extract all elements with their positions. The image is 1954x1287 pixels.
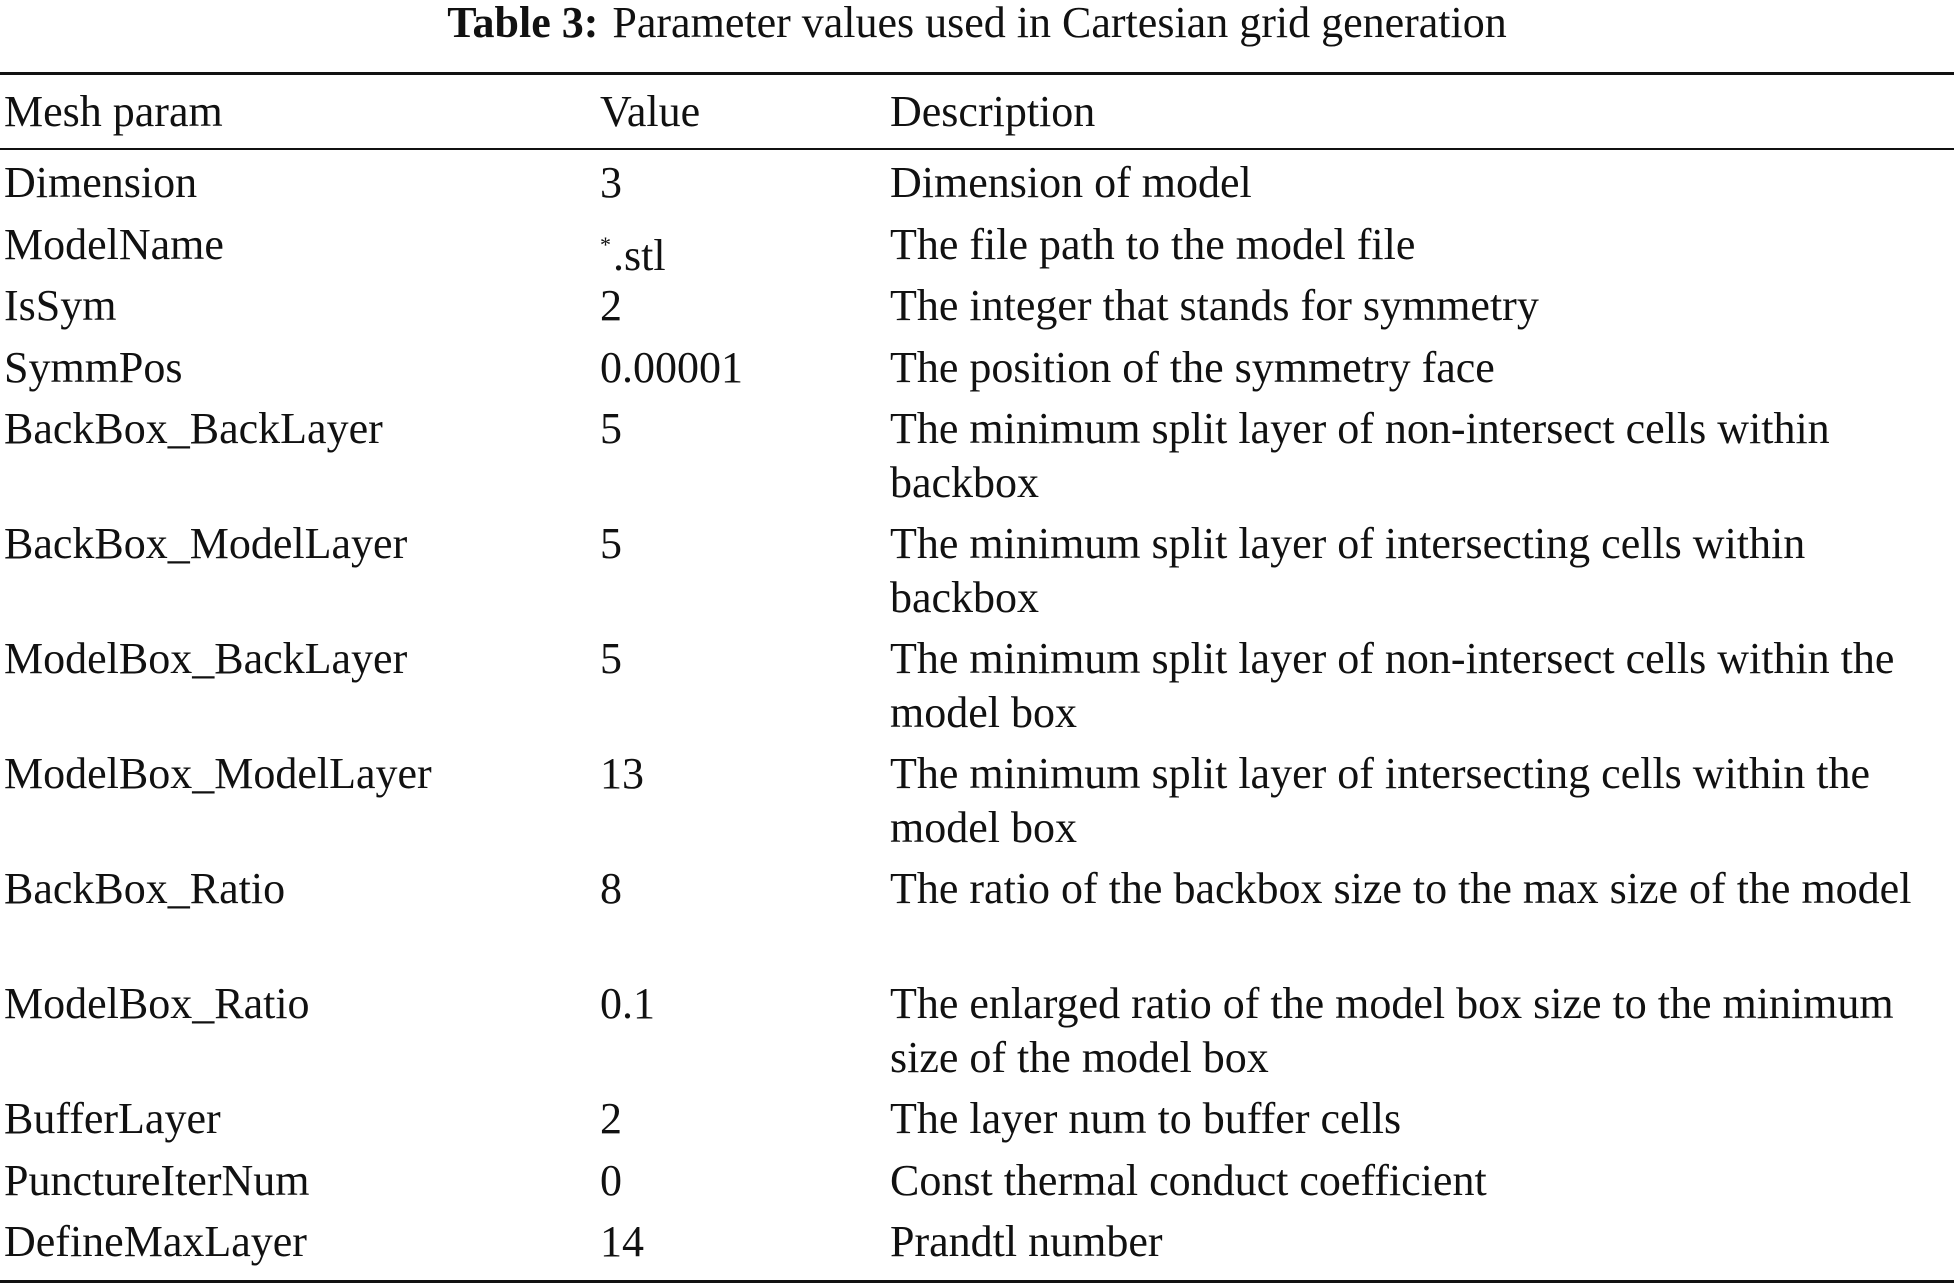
cell-value: 5 bbox=[600, 634, 622, 683]
cell-value: 13 bbox=[600, 749, 644, 798]
cell-description: The enlarged ratio of the model box size to the minimum size of the model box bbox=[890, 979, 1894, 1082]
column-header-description: Description bbox=[890, 87, 1096, 136]
cell-description: The minimum split layer of non-intersect cells within the model box bbox=[890, 634, 1895, 737]
cell-value-text: .stl bbox=[613, 230, 666, 280]
table-row bbox=[0, 279, 1954, 341]
cell-value: 5 bbox=[600, 519, 622, 568]
cell-param: ModelBox_Ratio bbox=[4, 979, 310, 1028]
cell-description: The minimum split layer of non-intersect cells within backbox bbox=[890, 404, 1830, 507]
cell-description: Dimension of model bbox=[890, 158, 1252, 207]
cell-description: Prandtl number bbox=[890, 1217, 1163, 1266]
cell-value: 0.1 bbox=[600, 979, 655, 1028]
table-row bbox=[0, 1154, 1954, 1216]
cell-value: 0 bbox=[600, 1155, 622, 1205]
wildcard-asterisk: * bbox=[600, 231, 611, 257]
table-body bbox=[0, 156, 1954, 1277]
table-row bbox=[0, 517, 1954, 632]
cell-param: ModelBox_BackLayer bbox=[4, 634, 408, 683]
cell-value bbox=[600, 218, 666, 283]
cell-description: The minimum split layer of intersecting cells within the model box bbox=[890, 749, 1871, 852]
cell-param: Dimension bbox=[4, 158, 198, 207]
table-row bbox=[0, 862, 1954, 977]
cell-param: PunctureIterNum bbox=[4, 1155, 310, 1205]
cell-param: BackBox_BackLayer bbox=[4, 404, 383, 453]
table-header bbox=[0, 84, 1954, 140]
cell-value: 0.00001 bbox=[600, 342, 743, 392]
cell-description: Const thermal conduct coefficient bbox=[890, 1155, 1487, 1205]
table-row bbox=[0, 156, 1954, 218]
cell-value: 5 bbox=[600, 404, 622, 453]
table-row bbox=[0, 1215, 1954, 1277]
table-row bbox=[0, 747, 1954, 862]
cell-value: 3 bbox=[600, 158, 622, 207]
table-row bbox=[0, 632, 1954, 747]
cell-description: The minimum split layer of intersecting cells within backbox bbox=[890, 519, 1806, 622]
table-row bbox=[0, 402, 1954, 517]
cell-description: The integer that stands for symmetry bbox=[890, 281, 1539, 330]
cell-description: The layer num to buffer cells bbox=[890, 1094, 1402, 1143]
cell-description: The position of the symmetry face bbox=[890, 342, 1495, 392]
cell-param: ModelName bbox=[4, 219, 224, 269]
cell-param: BackBox_ModelLayer bbox=[4, 519, 408, 568]
table-row bbox=[0, 218, 1954, 280]
table-top-rule bbox=[0, 72, 1954, 75]
cell-value: 2 bbox=[600, 1094, 622, 1143]
column-header-mesh-param: Mesh param bbox=[4, 87, 223, 136]
cell-description: The file path to the model file bbox=[890, 219, 1416, 269]
cell-param: IsSym bbox=[4, 281, 117, 330]
column-header-value: Value bbox=[600, 87, 701, 136]
cell-param: DefineMaxLayer bbox=[4, 1217, 307, 1266]
cell-description: The ratio of the backbox size to the max size of the model bbox=[890, 864, 1912, 913]
table-row bbox=[0, 341, 1954, 403]
cell-value: 8 bbox=[600, 864, 622, 913]
table-header-rule bbox=[0, 148, 1954, 150]
cell-param: BackBox_Ratio bbox=[4, 864, 286, 913]
table-bottom-rule bbox=[0, 1280, 1954, 1283]
cell-param: BufferLayer bbox=[4, 1094, 221, 1143]
table-row bbox=[0, 1092, 1954, 1154]
cell-param: ModelBox_ModelLayer bbox=[4, 749, 432, 798]
table-caption bbox=[0, 0, 1954, 58]
table-caption-text: Parameter values used in Cartesian grid generation bbox=[612, 0, 1507, 47]
table-row bbox=[0, 977, 1954, 1092]
cell-param: SymmPos bbox=[4, 342, 183, 392]
cell-value: 14 bbox=[600, 1217, 644, 1266]
cell-value: 2 bbox=[600, 281, 622, 330]
table-caption-label: Table 3: bbox=[447, 0, 599, 47]
